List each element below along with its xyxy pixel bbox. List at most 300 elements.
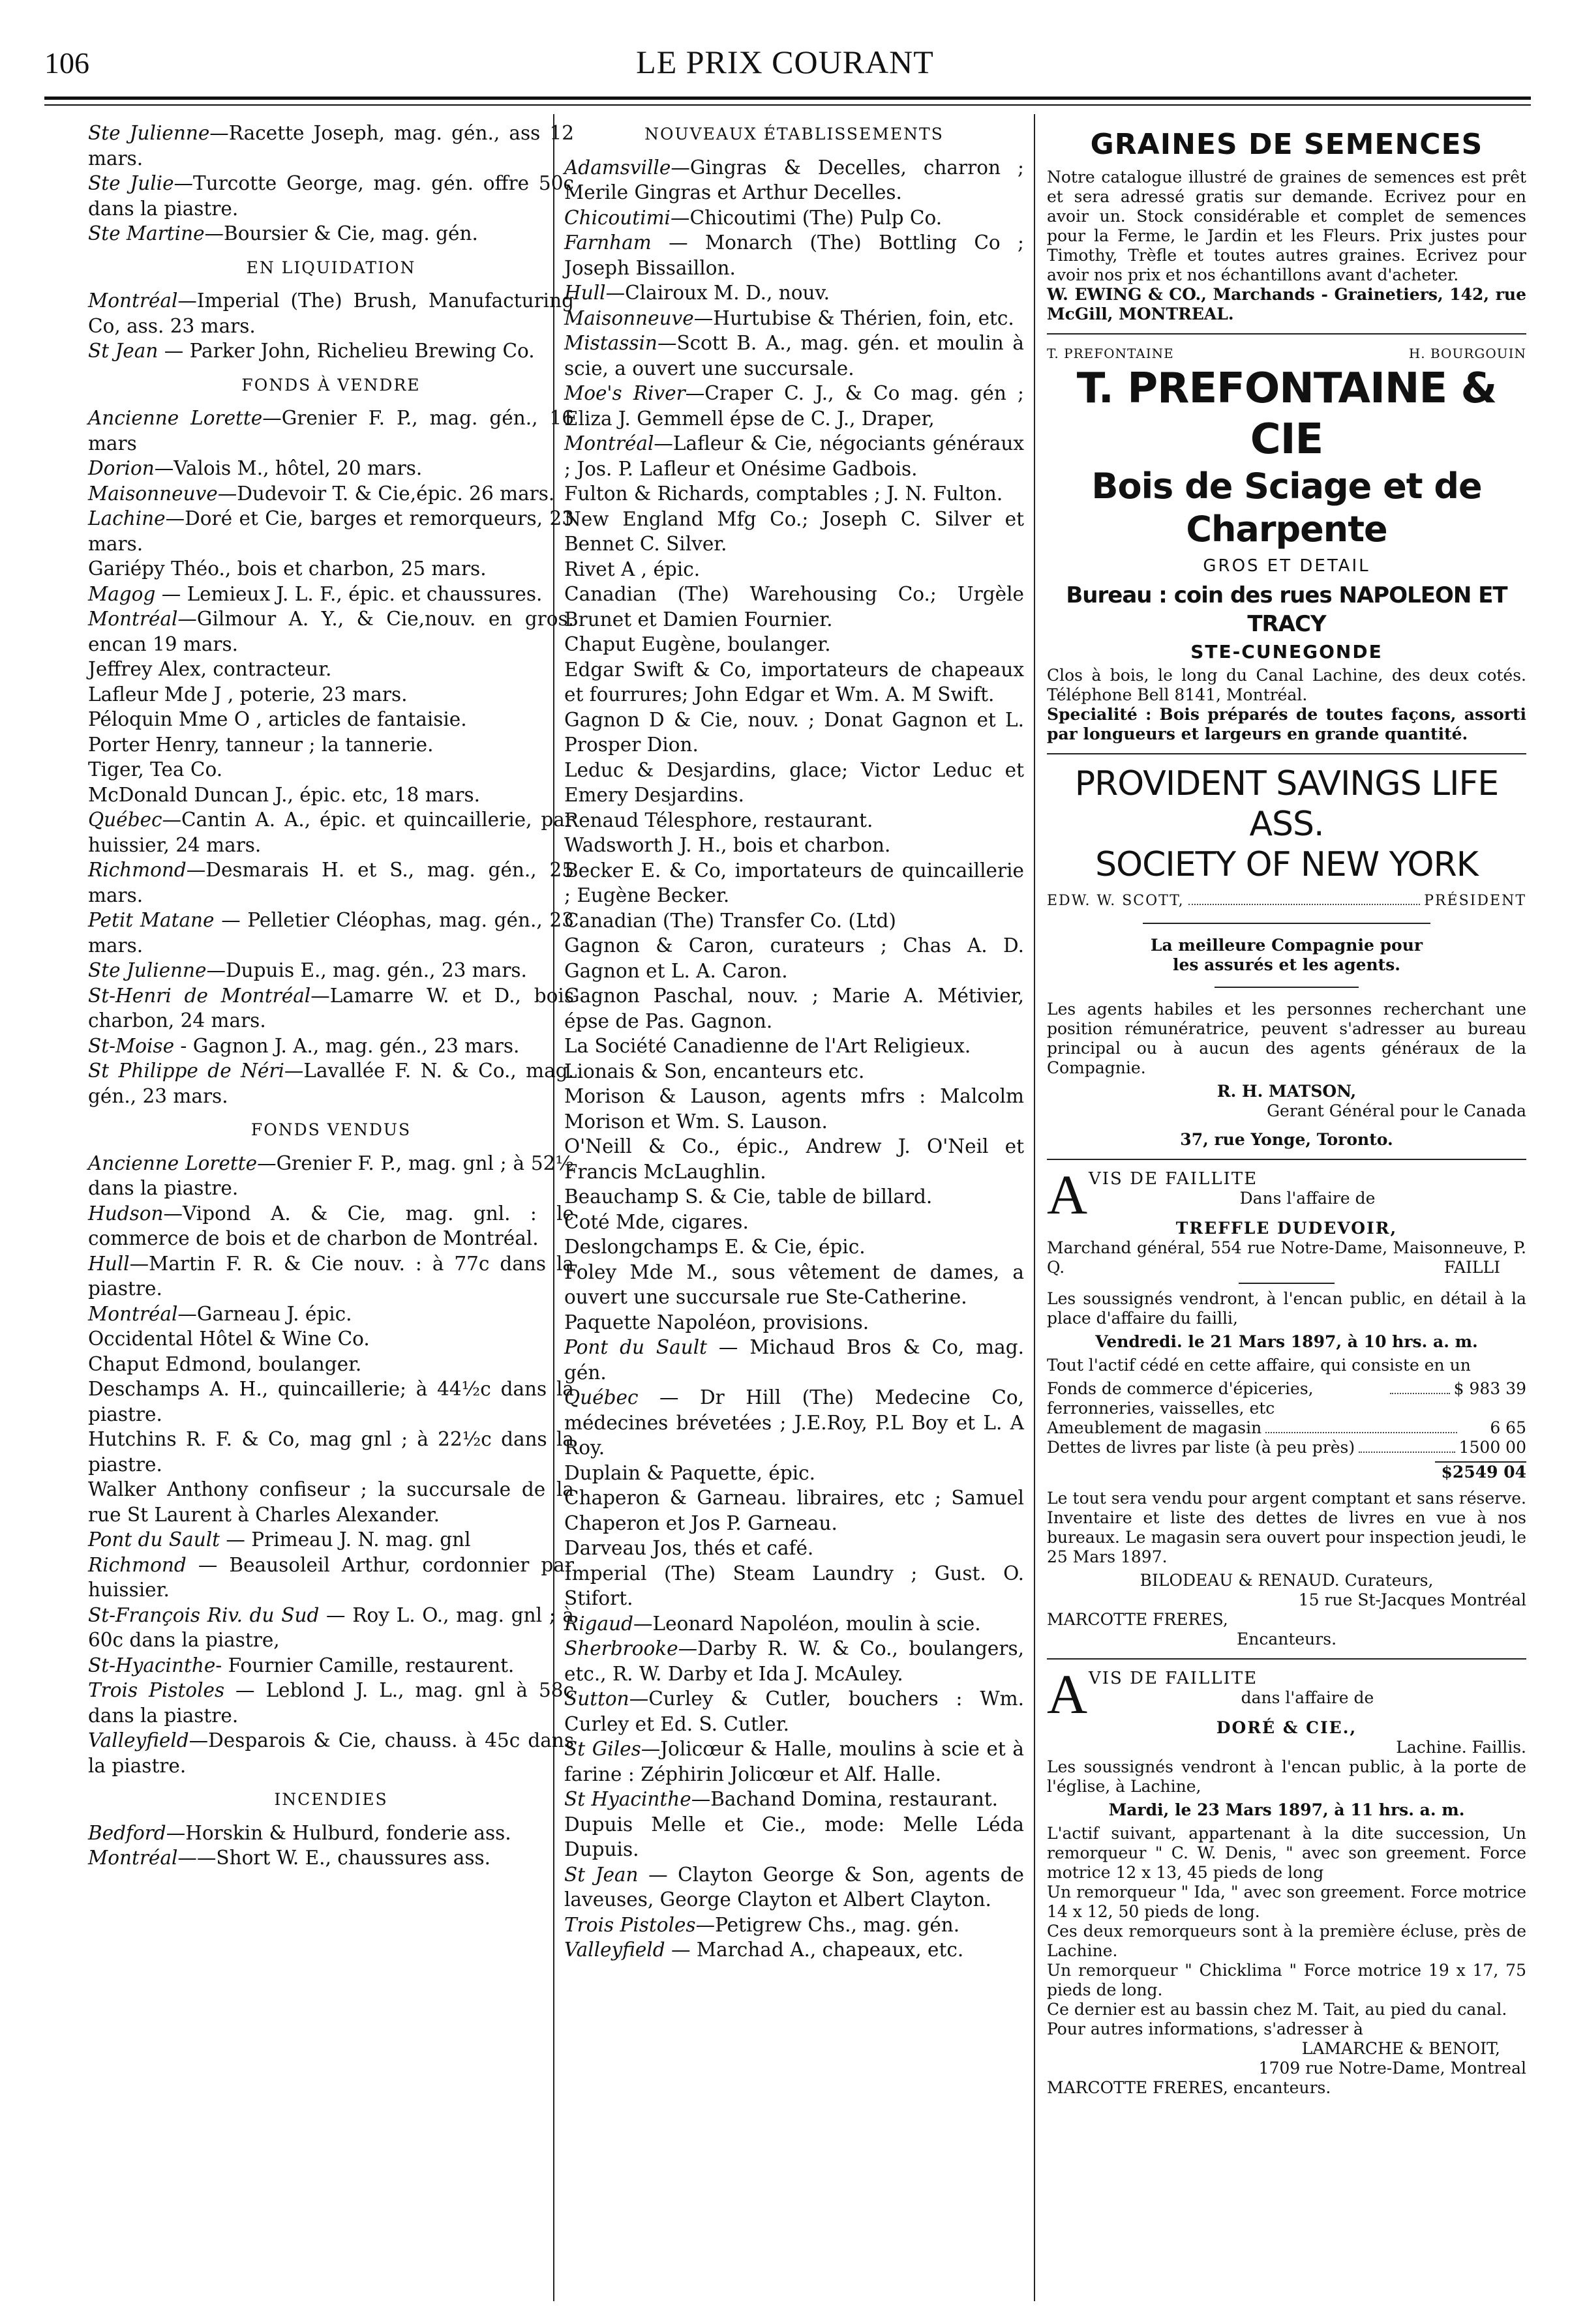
notice-entry bbox=[88, 582, 574, 607]
avis-title: VIS DE FAILLITE bbox=[1089, 1669, 1258, 1688]
entry-text: Wadsworth J. H., bois et charbon. bbox=[564, 834, 891, 856]
notice-entry bbox=[88, 481, 574, 507]
entry-text: Leduc & Desjardins, glace; Victor Leduc et Emery Desjardins. bbox=[564, 758, 1024, 806]
notice-entry bbox=[88, 1427, 574, 1477]
entry-text: —Lafleur & Cie, négociants généraux ; Jos. P. Lafleur et Onésime Gadbois. bbox=[564, 432, 1024, 480]
notice-entry bbox=[88, 1845, 574, 1871]
entry-text: —Racette Joseph, mag. gén., ass 12 mars. bbox=[88, 122, 574, 170]
entry-text: —Clairoux M. D., nouv. bbox=[605, 282, 830, 304]
provident-address: 37, rue Yonge, Toronto. bbox=[1180, 1130, 1393, 1149]
leader-dots bbox=[1188, 904, 1421, 905]
notice-entry bbox=[564, 1184, 1024, 1210]
notice-entry bbox=[564, 306, 1024, 331]
notice-entry bbox=[88, 1034, 574, 1059]
entry-place: St-Moise bbox=[88, 1034, 175, 1057]
notice-entry bbox=[564, 1787, 1024, 1812]
entry-text: —Jolicœur & Halle, moulins à scie et à farine : Zéphirin Jolicœur et Alf. Halle. bbox=[564, 1738, 1024, 1785]
entry-text: —Hurtubise & Thérien, foin, etc. bbox=[693, 306, 1014, 329]
notice-entry bbox=[88, 338, 574, 364]
notice-entry bbox=[564, 557, 1024, 582]
notice-entry bbox=[564, 983, 1024, 1034]
notice-entry bbox=[88, 1352, 574, 1377]
entry-text: Gagnon Paschal, nouv. ; Marie A. Métivier, épse de Pas. Gagnon. bbox=[564, 985, 1024, 1032]
entry-place: Trois Pistoles bbox=[564, 1913, 696, 1936]
provident-slogan-1: La meilleure Compagnie pour bbox=[1150, 936, 1423, 955]
entry-place: Montréal bbox=[564, 432, 654, 454]
notice-entry bbox=[88, 1058, 574, 1109]
entry-place: Petit Matane bbox=[88, 909, 215, 931]
notice-entry bbox=[88, 782, 574, 808]
entry-text: — Roy L. O., mag. gnl ; à 60c dans la piastre, bbox=[88, 1603, 575, 1651]
notice-entry bbox=[88, 1326, 574, 1352]
short-rule bbox=[1239, 1283, 1335, 1284]
entry-text: —Lavallée F. N. & Co., mag. gén., 23 mars. bbox=[88, 1060, 574, 1107]
avis-date: Mardi, le 23 Mars 1897, à 11 hrs. a. m. bbox=[1108, 1800, 1465, 1819]
avis-name: TREFFLE DUDEVOIR, bbox=[1175, 1219, 1398, 1238]
avis-curators-address: 1709 rue Notre-Dame, Montreal bbox=[1258, 2059, 1526, 2078]
prefontaine-title: T. PREFONTAINE & CIE bbox=[1076, 365, 1497, 464]
entry-place: Ste Julienne bbox=[88, 122, 210, 144]
prefontaine-partners bbox=[1047, 344, 1526, 363]
entry-text: —Valois M., hôtel, 20 mars. bbox=[154, 457, 423, 479]
entry-text: —Gingras & Decelles, charron ; Merile Gingras et Arthur Decelles. bbox=[564, 156, 1024, 203]
avis-text: Ce dernier est au bassin chez M. Tait, au pied du canal. bbox=[1047, 2000, 1507, 2019]
avis-sub: Dans l'affaire de bbox=[1239, 1189, 1376, 1208]
avis-title: VIS DE FAILLITE bbox=[1089, 1169, 1258, 1189]
notice-entry bbox=[564, 1059, 1024, 1084]
entry-text: Becker E. & Co, importateurs de quincaillerie ; Eugène Becker. bbox=[564, 859, 1024, 906]
avis-text: Un remorqueur " Ida, " avec son greement. Force motrice 14 x 12, 50 pieds de long. bbox=[1047, 1883, 1526, 1921]
notice-entry bbox=[88, 556, 574, 582]
entry-place: Trois Pistoles bbox=[88, 1679, 225, 1701]
entry-place: Richmond bbox=[88, 859, 187, 881]
entry-text: —Vipond A. & Cie, mag. gnl. : le commerce de bois et de charbon de Montréal. bbox=[88, 1202, 574, 1249]
notice-entry bbox=[564, 1812, 1024, 1862]
notice-entry bbox=[564, 1862, 1024, 1913]
avis-text: Le tout sera vendu pour argent comptant et sans réserve. Inventaire et liste des dettes de livres en vue à nos bureaux. Le magasin sera ouvert pour inspection jeudi, le 25 Mars 1897. bbox=[1047, 1489, 1526, 1566]
entry-text: Rivet A , épic. bbox=[564, 558, 701, 580]
entry-text: —Gilmour A. Y., & Cie,nouv. en gros. encan 19 mars. bbox=[88, 608, 574, 655]
prefontaine-subtitle: Bois de Sciage et de Charpente bbox=[1091, 466, 1482, 550]
entry-text: —Martin F. R. & Cie nouv. : à 77c dans la piastre. bbox=[88, 1252, 574, 1300]
entry-text: — Monarch (The) Bottling Co ; Joseph Bissaillon. bbox=[564, 231, 1024, 279]
provident-slogan-2: les assurés et les agents. bbox=[1173, 955, 1400, 974]
inventory-label: Fonds de commerce d'épiceries, ferronneries, vaisselles, etc bbox=[1047, 1379, 1314, 1418]
notice-entry bbox=[564, 1134, 1024, 1184]
entry-text: Deschamps A. H., quincaillerie; à 44½c dans la piastre. bbox=[88, 1378, 574, 1425]
notice-entry bbox=[88, 732, 574, 758]
drop-cap: A bbox=[1047, 1663, 1088, 1725]
notice-entry bbox=[88, 171, 574, 221]
entry-text: — Clayton George & Son, agents de laveuses, George Clayton et Albert Clayton. bbox=[564, 1863, 1024, 1911]
entry-text: — Parker John, Richelieu Brewing Co. bbox=[158, 340, 535, 362]
notice-entry bbox=[564, 582, 1024, 632]
entry-place: Hull bbox=[564, 282, 606, 304]
provident-agent-title: Gerant Général pour le Canada bbox=[1267, 1101, 1526, 1120]
entry-place: Sherbrooke bbox=[564, 1637, 678, 1660]
masthead-rule-thin bbox=[44, 104, 1531, 106]
notices-group bbox=[88, 1821, 574, 1871]
notice-entry bbox=[88, 1821, 574, 1846]
entry-text: Hutchins R. F. & Co, mag gnl ; à 22½c dans la piastre. bbox=[88, 1428, 574, 1476]
entry-place: Ancienne Lorette bbox=[88, 407, 263, 429]
notice-entry bbox=[564, 1234, 1024, 1260]
ad-divider bbox=[1047, 1159, 1526, 1160]
inventory-value: $ 983 39 bbox=[1453, 1379, 1526, 1398]
entry-text: —Imperial (The) Brush, Manufacturing Co, ass. 23 mars. bbox=[88, 290, 574, 337]
column-left bbox=[88, 121, 574, 1871]
notice-entry bbox=[88, 1251, 574, 1302]
entry-text: Chaperon & Garneau. libraires, etc ; Samuel Chaperon et Jos P. Garneau. bbox=[564, 1487, 1024, 1534]
column-divider bbox=[1034, 114, 1035, 2301]
notice-entry bbox=[564, 155, 1024, 205]
entry-text: —Grenier F. P., mag. gnl ; à 52½ dans la piastre. bbox=[88, 1152, 574, 1199]
inventory-value: 6 65 bbox=[1490, 1418, 1526, 1437]
notice-entry bbox=[564, 1310, 1024, 1335]
avis-name: DORÉ & CIE., bbox=[1216, 1718, 1357, 1737]
masthead-title: LE PRIX COURANT bbox=[636, 44, 934, 80]
notice-entry bbox=[564, 507, 1024, 557]
entry-text: Occidental Hôtel & Wine Co. bbox=[88, 1328, 370, 1350]
notice-entry bbox=[564, 1736, 1024, 1787]
avis-faillite-1 bbox=[1047, 1163, 1526, 1226]
notice-entry bbox=[88, 1653, 574, 1678]
notice-entry bbox=[564, 808, 1024, 833]
entry-text: Morison & Lauson, agents mfrs : Malcolm Morison et Wm. S. Lauson. bbox=[564, 1085, 1024, 1133]
notice-entry bbox=[564, 1260, 1024, 1310]
entry-text: Lionais & Son, encanteurs etc. bbox=[564, 1060, 865, 1082]
entry-place: Montréal bbox=[88, 290, 178, 312]
avis-curators: LAMARCHE & BENOIT, bbox=[1301, 2039, 1500, 2058]
notice-entry bbox=[564, 858, 1024, 908]
partner-right: H. BOURGOUIN bbox=[1408, 346, 1526, 361]
avis-sub: dans l'affaire de bbox=[1241, 1688, 1374, 1707]
notices-group bbox=[88, 121, 574, 246]
entry-text: Fulton & Richards, comptables ; J. N. Fulton. bbox=[564, 483, 1003, 505]
prefontaine-body: Clos à bois, le long du Canal Lachine, des deux cotés. Téléphone Bell 8141, Montréal. bbox=[1047, 666, 1526, 704]
provident-officer bbox=[1047, 891, 1526, 911]
entry-place: Maisonneuve bbox=[88, 482, 218, 505]
entry-text: —Turcotte George, mag. gén. offre 50c dans la piastre. bbox=[88, 172, 574, 220]
avis-who: Marchand général, 554 rue Notre-Dame, Maisonneuve, P. Q. bbox=[1047, 1238, 1526, 1277]
inventory-value: 1500 00 bbox=[1458, 1438, 1526, 1457]
avis-faillite-2 bbox=[1047, 1663, 1526, 1725]
ad-divider bbox=[1047, 1658, 1526, 1660]
notice-entry bbox=[88, 1553, 574, 1603]
entry-place: St-Henri de Montréal bbox=[88, 984, 311, 1007]
entry-place: St Philippe de Néri bbox=[88, 1060, 284, 1082]
notice-entry bbox=[564, 1335, 1024, 1385]
entry-place: Ste Julienne bbox=[88, 959, 207, 981]
entry-place: Farnham bbox=[564, 231, 652, 254]
entry-text: O'Neill & Co., épic., Andrew J. O'Neil et Francis McLaughlin. bbox=[564, 1135, 1024, 1183]
notice-entry bbox=[564, 230, 1024, 280]
entry-text: —Curley & Cutler, bouchers : Wm. Curley et Ed. S. Cutler. bbox=[564, 1688, 1024, 1735]
notice-entry bbox=[88, 406, 574, 456]
entry-place: Hull bbox=[88, 1252, 130, 1275]
entry-text: —Craper C. J., & Co mag. gén ; Eliza J. Gemmell épse de C. J., Draper, bbox=[564, 382, 1024, 430]
entry-place: Sutton bbox=[564, 1688, 629, 1710]
entry-place: Québec bbox=[88, 809, 162, 831]
entry-text: — Beausoleil Arthur, cordonnier par huissier. bbox=[88, 1553, 574, 1601]
entry-place: Richmond bbox=[88, 1553, 187, 1576]
entry-text: — Dr Hill (The) Medecine Co, médecines brévetées ; J.E.Roy, P.L Boy et L. A Roy. bbox=[564, 1386, 1024, 1459]
entry-text: Dupuis Melle et Cie., mode: Melle Léda Dupuis. bbox=[564, 1813, 1024, 1860]
notice-entry bbox=[564, 908, 1024, 934]
avis-curators: BILODEAU & RENAUD. Curateurs, bbox=[1140, 1571, 1434, 1590]
notice-entry bbox=[88, 1728, 574, 1778]
prefontaine-specialty: Specialité : Bois préparés de toutes façons, assorti par longueurs et largeurs en grande quantité. bbox=[1047, 705, 1526, 743]
entry-place: Maisonneuve bbox=[564, 306, 694, 329]
inventory-row bbox=[1047, 1379, 1526, 1418]
notices-group bbox=[88, 288, 574, 364]
officer-name: EDW. W. SCOTT, bbox=[1047, 893, 1185, 909]
section-heading-incendies: INCENDIES bbox=[274, 1790, 388, 1809]
notice-entry bbox=[88, 288, 574, 338]
notice-entry bbox=[564, 280, 1024, 306]
prefontaine-bureau: Bureau : coin des rues NAPOLEON ET TRACY bbox=[1066, 582, 1507, 637]
notice-entry bbox=[564, 331, 1024, 381]
notice-entry bbox=[88, 456, 574, 481]
notice-entry bbox=[88, 857, 574, 908]
entry-text: Deslongchamps E. & Cie, épic. bbox=[564, 1236, 866, 1258]
entry-text: —Chicoutimi (The) Pulp Co. bbox=[671, 206, 943, 229]
entry-text: Jeffrey Alex, contracteur. bbox=[88, 658, 332, 680]
entry-text: Coté Mde, cigares. bbox=[564, 1210, 749, 1233]
entry-place: Moe's River bbox=[564, 382, 686, 404]
inventory-row bbox=[1047, 1438, 1526, 1457]
entry-text: — Marchad A., chapeaux, etc. bbox=[665, 1939, 964, 1961]
notice-entry bbox=[564, 1937, 1024, 1963]
notice-entry bbox=[88, 1477, 574, 1527]
entry-place: Dorion bbox=[88, 457, 155, 479]
notice-entry bbox=[564, 933, 1024, 983]
avis-curators-address: 15 rue St-Jacques Montréal bbox=[1298, 1590, 1526, 1609]
notice-entry bbox=[564, 708, 1024, 758]
notice-entry bbox=[564, 1385, 1024, 1461]
notice-entry bbox=[564, 381, 1024, 431]
entry-place: Valleyfield bbox=[88, 1729, 189, 1751]
entry-text: Renaud Télesphore, restaurant. bbox=[564, 809, 873, 831]
entry-text: Chaput Edmond, boulanger. bbox=[88, 1352, 362, 1375]
notice-entry bbox=[564, 758, 1024, 808]
entry-place: St-François Riv. du Sud bbox=[88, 1603, 320, 1626]
avis-auctioneer-title: Encanteurs. bbox=[1236, 1630, 1337, 1648]
entry-text: Gagnon & Caron, curateurs ; Chas A. D. Gagnon et L. A. Caron. bbox=[564, 934, 1024, 982]
entry-text: Lafleur Mde J , poterie, 23 mars. bbox=[88, 683, 408, 706]
entry-text: McDonald Duncan J., épic. etc, 18 mars. bbox=[88, 783, 480, 806]
notice-entry bbox=[88, 1201, 574, 1251]
entry-place: Hudson bbox=[88, 1202, 164, 1225]
entry-text: Tiger, Tea Co. bbox=[88, 758, 223, 781]
entry-place: Rigaud bbox=[564, 1612, 634, 1635]
notice-entry bbox=[88, 1377, 574, 1427]
entry-text: Péloquin Mme O , articles de fantaisie. bbox=[88, 708, 467, 730]
entry-place: Mistassin bbox=[564, 332, 657, 354]
entry-text: Duplain & Paquette, épic. bbox=[564, 1461, 816, 1484]
column-middle bbox=[564, 121, 1024, 1963]
notice-entry bbox=[88, 506, 574, 556]
entry-text: — Primeau J. N. mag. gnl bbox=[220, 1528, 471, 1551]
notice-entry bbox=[88, 958, 574, 983]
entry-text: —Darby R. W. & Co., boulangers, etc., R. W. Darby et Ida J. McAuley. bbox=[564, 1637, 1024, 1685]
entry-text: Chaput Eugène, boulanger. bbox=[564, 633, 831, 655]
entry-place: Montréal bbox=[88, 1847, 178, 1869]
entry-place: Ste Martine bbox=[88, 222, 205, 245]
notice-entry bbox=[564, 1913, 1024, 1938]
avis-place: Lachine. Faillis. bbox=[1396, 1738, 1526, 1757]
notice-entry bbox=[88, 606, 574, 657]
notice-entry bbox=[564, 1611, 1024, 1637]
graines-ad-title: GRAINES DE SEMENCES bbox=[1090, 128, 1483, 161]
notice-entry bbox=[88, 121, 574, 171]
notice-entry bbox=[564, 1084, 1024, 1134]
entry-text: —Desparois & Cie, chauss. à 45c dans la piastre. bbox=[88, 1729, 574, 1777]
ad-divider bbox=[1047, 333, 1526, 335]
inventory-label: Ameublement de magasin bbox=[1047, 1418, 1262, 1437]
section-heading-liquidation: EN LIQUIDATION bbox=[246, 258, 416, 277]
entry-text: Beauchamp S. & Cie, table de billard. bbox=[564, 1185, 933, 1208]
provident-title-1: PROVIDENT SAVINGS LIFE ASS. bbox=[1074, 764, 1499, 844]
entry-text: Porter Henry, tanneur ; la tannerie. bbox=[88, 733, 434, 756]
notice-entry bbox=[564, 431, 1024, 481]
notice-entry bbox=[88, 757, 574, 782]
leader-dots bbox=[1359, 1452, 1455, 1453]
drop-cap: A bbox=[1047, 1163, 1088, 1226]
entry-place: Magog bbox=[88, 582, 156, 605]
avis-text: Les soussignés vendront, à l'encan public, en détail à la place d'affaire du failli, bbox=[1047, 1289, 1526, 1328]
entry-text: Canadian (The) Warehousing Co.; Urgèle Brunet et Damien Fournier. bbox=[564, 583, 1024, 631]
entry-text: — Michaud Bros & Co, mag. gén. bbox=[564, 1336, 1024, 1384]
notice-entry bbox=[564, 1686, 1024, 1736]
section-heading-fonds-a-vendre: FONDS À VENDRE bbox=[241, 375, 421, 395]
entry-place: Chicoutimi bbox=[564, 206, 671, 229]
notice-entry bbox=[88, 908, 574, 958]
avis-failli: FAILLI bbox=[1443, 1258, 1500, 1277]
notice-entry bbox=[88, 807, 574, 857]
provident-body: Les agents habiles et les personnes recherchant une position rémunératrice, peuvent s'adresser au bureau principal ou à aucun des agents généraux de la Compagnie. bbox=[1047, 1000, 1526, 1077]
notice-entry bbox=[564, 481, 1024, 507]
entry-text: La Société Canadienne de l'Art Religieux. bbox=[564, 1035, 971, 1057]
notice-entry bbox=[88, 1527, 574, 1553]
notice-entry bbox=[88, 682, 574, 708]
avis-text: Tout l'actif cédé en cette affaire, qui consiste en un bbox=[1047, 1356, 1471, 1375]
entry-place: Pont du Sault bbox=[564, 1336, 708, 1358]
avis-text: Pour autres informations, s'adresser à bbox=[1047, 2019, 1363, 2038]
entry-place: Ste Julie bbox=[88, 172, 174, 194]
leader-dots bbox=[1390, 1393, 1450, 1394]
entry-text: ——Short W. E., chaussures ass. bbox=[177, 1847, 491, 1869]
notice-entry bbox=[564, 632, 1024, 657]
entry-text: —Lamarre W. et D., bois charbon, 24 mars. bbox=[88, 984, 574, 1032]
notice-entry bbox=[564, 1485, 1024, 1536]
entry-text: —Boursier & Cie, mag. gén. bbox=[204, 222, 478, 245]
officer-title: PRÉSIDENT bbox=[1424, 893, 1526, 909]
entry-text: —Dupuis E., mag. gén., 23 mars. bbox=[206, 959, 527, 981]
entry-text: - Gagnon J. A., mag. gén., 23 mars. bbox=[174, 1034, 520, 1057]
masthead-rule-thick bbox=[44, 97, 1531, 100]
entry-text: Paquette Napoléon, provisions. bbox=[564, 1311, 869, 1333]
entry-text: —Desmarais H. et S., mag. gén., 25 mars. bbox=[88, 859, 574, 906]
entry-text: —Bachand Domina, restaurant. bbox=[691, 1788, 999, 1810]
notices-group bbox=[88, 1151, 574, 1779]
notice-entry bbox=[564, 1536, 1024, 1561]
entry-text: —Dudevoir T. & Cie,épic. 26 mars. bbox=[217, 482, 555, 505]
entry-place: St-Hyacinthe bbox=[88, 1654, 216, 1676]
avis-total: $2549 04 bbox=[1435, 1461, 1526, 1482]
entry-place: Valleyfield bbox=[564, 1939, 665, 1961]
leader-dots bbox=[1265, 1432, 1457, 1433]
entry-text: Walker Anthony confiseur ; la succursale de la rue St Laurent à Charles Alexander. bbox=[88, 1478, 574, 1526]
notice-entry bbox=[564, 1636, 1024, 1686]
avis-text: Ces deux remorqueurs sont à la première écluse, près de Lachine. bbox=[1047, 1922, 1526, 1960]
notice-entry bbox=[564, 1561, 1024, 1611]
avis-text: L'actif suivant, appartenant à la dite succession, Un remorqueur " C. W. Denis, " avec son greement. Force motrice 12 x 13, 45 pieds de long bbox=[1047, 1824, 1526, 1882]
entry-text: —Scott B. A., mag. gén. et moulin à scie, a ouvert une succursale. bbox=[564, 332, 1024, 380]
entry-text: —Cantin A. A., épic. et quincaillerie, par huissier, 24 mars. bbox=[88, 809, 574, 856]
entry-place: Lachine bbox=[88, 507, 166, 529]
column-right bbox=[1047, 121, 1526, 2098]
avis-text: Les soussignés vendront à l'encan public, à la porte de l'église, à Lachine, bbox=[1047, 1757, 1526, 1796]
entry-text: - Fournier Camille, restaurent. bbox=[215, 1654, 515, 1676]
avis-date: Vendredi. le 21 Mars 1897, à 10 hrs. a. m. bbox=[1095, 1332, 1478, 1351]
inventory-row bbox=[1047, 1418, 1526, 1438]
avis-text: Un remorqueur " Chicklima " Force motrice 19 x 17, 75 pieds de long. bbox=[1047, 1961, 1526, 1999]
avis-auctioneer: MARCOTTE FRERES, bbox=[1047, 1610, 1228, 1629]
entry-text: —Grenier F. P., mag. gén., 16 mars bbox=[88, 407, 574, 454]
entry-text: New England Mfg Co.; Joseph C. Silver et Bennet C. Silver. bbox=[564, 507, 1024, 555]
notices-group bbox=[88, 406, 574, 1109]
notice-entry bbox=[88, 707, 574, 732]
notice-entry bbox=[564, 657, 1024, 708]
entry-text: Imperial (The) Steam Laundry ; Gust. O. Stifort. bbox=[564, 1562, 1024, 1609]
notice-entry bbox=[88, 983, 574, 1034]
ad-divider bbox=[1047, 753, 1526, 754]
notices-group bbox=[564, 155, 1024, 1963]
notice-entry bbox=[88, 1678, 574, 1728]
entry-text: —Leonard Napoléon, moulin à scie. bbox=[633, 1612, 981, 1635]
inventory-label: Dettes de livres par liste (à peu près) bbox=[1047, 1438, 1355, 1457]
entry-place: Adamsville bbox=[564, 156, 671, 179]
page-number: 106 bbox=[44, 46, 89, 80]
provident-agent: R. H. MATSON, bbox=[1216, 1082, 1357, 1101]
entry-text: — Lemieux J. L. F., épic. et chaussures. bbox=[155, 582, 543, 605]
notice-entry bbox=[88, 1151, 574, 1201]
section-heading-nouveaux: NOUVEAUX ÉTABLISSEMENTS bbox=[644, 125, 944, 143]
entry-place: Montréal bbox=[88, 1302, 178, 1325]
partner-left: T. PREFONTAINE bbox=[1047, 346, 1174, 361]
notice-entry bbox=[88, 657, 574, 682]
entry-place: Bedford bbox=[88, 1821, 166, 1844]
entry-place: Montréal bbox=[88, 608, 178, 630]
entry-text: Darveau Jos, thés et café. bbox=[564, 1537, 814, 1559]
notice-entry bbox=[88, 1302, 574, 1327]
entry-text: Edgar Swift & Co, importateurs de chapeaux et fourrures; John Edgar et Wm. A. M Swift. bbox=[564, 658, 1024, 706]
entry-text: —Garneau J. épic. bbox=[177, 1302, 352, 1325]
notice-entry bbox=[564, 833, 1024, 858]
notice-entry bbox=[564, 1210, 1024, 1235]
notice-entry bbox=[564, 1034, 1024, 1059]
notice-entry bbox=[88, 221, 574, 246]
entry-place: Pont du Sault bbox=[88, 1528, 220, 1551]
entry-text: Gariépy Théo., bois et charbon, 25 mars. bbox=[88, 558, 487, 580]
notice-entry bbox=[564, 1461, 1024, 1486]
entry-place: Québec bbox=[564, 1386, 639, 1408]
short-rule bbox=[1143, 923, 1430, 924]
entry-place: St Giles bbox=[564, 1738, 641, 1760]
notice-entry bbox=[564, 205, 1024, 231]
entry-text: Gagnon D & Cie, nouv. ; Donat Gagnon et L. Prosper Dion. bbox=[564, 708, 1024, 756]
